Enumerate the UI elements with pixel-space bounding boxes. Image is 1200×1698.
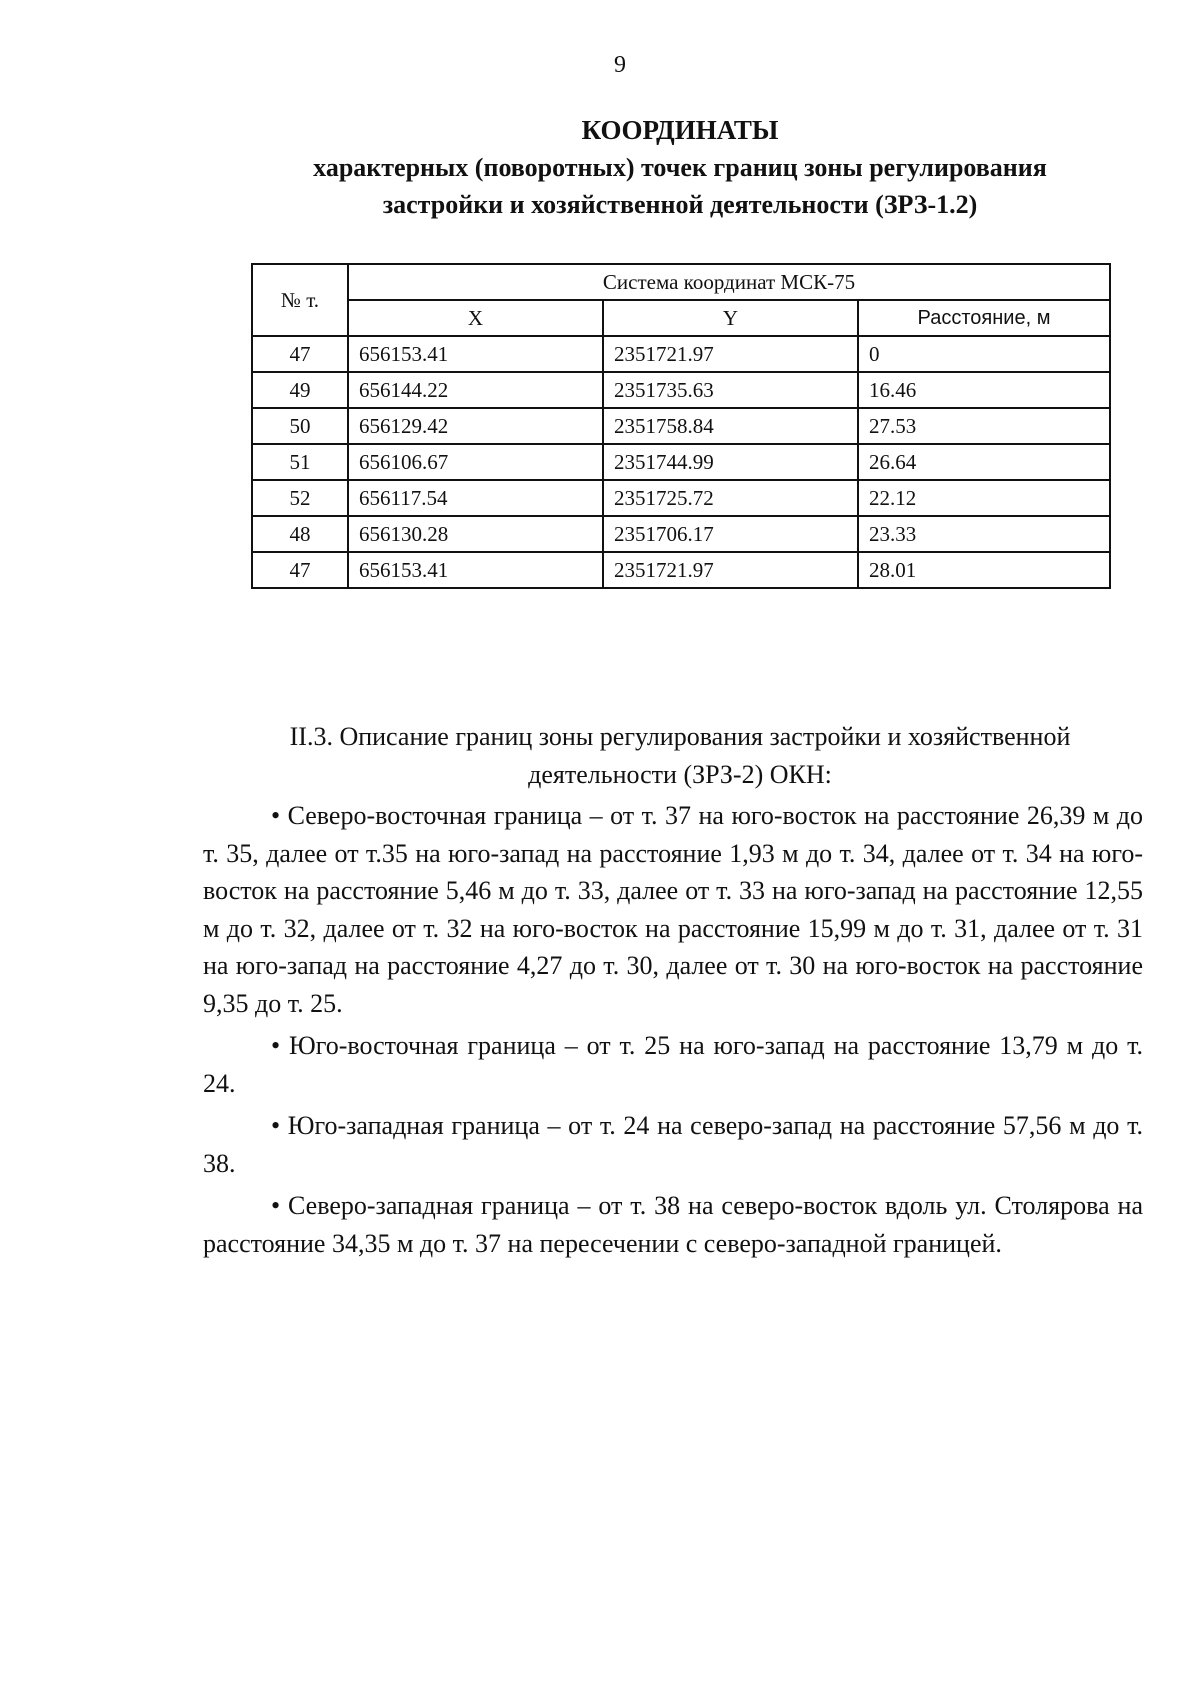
cell-distance: 26.64 bbox=[858, 444, 1110, 480]
cell-point-number: 47 bbox=[252, 552, 348, 588]
table-row bbox=[252, 480, 1110, 516]
cell-point-number: 47 bbox=[252, 336, 348, 372]
cell-y: 2351725.72 bbox=[603, 480, 858, 516]
table-row bbox=[252, 552, 1110, 588]
section-heading-line-2: деятельности (ЗРЗ-2) ОКН: bbox=[528, 760, 832, 789]
document-title bbox=[250, 112, 1110, 223]
cell-y: 2351758.84 bbox=[603, 408, 858, 444]
cell-x: 656144.22 bbox=[348, 372, 603, 408]
cell-point-number: 49 bbox=[252, 372, 348, 408]
cell-point-number: 51 bbox=[252, 444, 348, 480]
header-y: Y bbox=[603, 300, 858, 336]
cell-distance: 27.53 bbox=[858, 408, 1110, 444]
cell-point-number: 52 bbox=[252, 480, 348, 516]
section-heading-line-1: II.3. Описание границ зоны регулирования застройки и хозяйственной bbox=[289, 722, 1071, 751]
header-x: X bbox=[348, 300, 603, 336]
cell-x: 656129.42 bbox=[348, 408, 603, 444]
coordinates-table bbox=[251, 263, 1111, 589]
table-row bbox=[252, 408, 1110, 444]
cell-distance: 22.12 bbox=[858, 480, 1110, 516]
cell-x: 656130.28 bbox=[348, 516, 603, 552]
paragraph-northwest-border: • Северо-западная граница – от т. 38 на северо-восток вдоль ул. Столярова на расстояние 34,35 м до т. 37 на пересечении с северо-западной границей. bbox=[203, 1191, 1143, 1258]
paragraph-southeast-border: • Юго-восточная граница – от т. 25 на юго-запад на расстояние 13,79 м до т. 24. bbox=[203, 1031, 1143, 1098]
cell-y: 2351744.99 bbox=[603, 444, 858, 480]
table-header-row bbox=[252, 264, 1110, 300]
page-number: 9 bbox=[614, 52, 626, 78]
header-point-number: № т. bbox=[252, 264, 348, 336]
table-row bbox=[252, 516, 1110, 552]
cell-y: 2351721.97 bbox=[603, 552, 858, 588]
cell-y: 2351706.17 bbox=[603, 516, 858, 552]
header-coordinate-system: Система координат МСК-75 bbox=[348, 264, 1110, 300]
table-subheader-row bbox=[252, 300, 1110, 336]
cell-x: 656153.41 bbox=[348, 336, 603, 372]
cell-x: 656117.54 bbox=[348, 480, 603, 516]
section-body bbox=[203, 797, 1143, 1267]
section-heading bbox=[250, 718, 1110, 794]
cell-distance: 23.33 bbox=[858, 516, 1110, 552]
cell-point-number: 48 bbox=[252, 516, 348, 552]
table-row bbox=[252, 372, 1110, 408]
cell-x: 656153.41 bbox=[348, 552, 603, 588]
table-row bbox=[252, 444, 1110, 480]
cell-y: 2351721.97 bbox=[603, 336, 858, 372]
cell-x: 656106.67 bbox=[348, 444, 603, 480]
cell-distance: 16.46 bbox=[858, 372, 1110, 408]
title-line-2: характерных (поворотных) точек границ зоны регулирования bbox=[313, 153, 1047, 182]
paragraph-southwest-border: • Юго-западная граница – от т. 24 на северо-запад на расстояние 57,56 м до т. 38. bbox=[203, 1111, 1143, 1178]
header-distance: Расстояние, м bbox=[858, 300, 1110, 336]
cell-y: 2351735.63 bbox=[603, 372, 858, 408]
cell-distance: 28.01 bbox=[858, 552, 1110, 588]
cell-point-number: 50 bbox=[252, 408, 348, 444]
title-main: КООРДИНАТЫ bbox=[581, 115, 779, 145]
table-row bbox=[252, 336, 1110, 372]
title-line-3: застройки и хозяйственной деятельности (ЗРЗ-1.2) bbox=[382, 190, 978, 219]
paragraph-northeast-border: • Северо-восточная граница – от т. 37 на юго-восток на расстояние 26,39 м до т. 35, далее от т.35 на юго-запад на расстояние 1,93 м до т. 34, далее от т. 34 на юго-восток на расстояние 5,46 м до т. 33, далее от т. 33 на юго-запад на расстояние 12,55 м до т. 32, далее от т. 32 на юго-восток на расстояние 15,99 м до т. 31, далее от т. 31 на юго-запад на расстояние 4,27 до т. 30, далее от т. 30 на юго-восток на расстояние 9,35 до т. 25. bbox=[203, 801, 1143, 1018]
cell-distance: 0 bbox=[858, 336, 1110, 372]
